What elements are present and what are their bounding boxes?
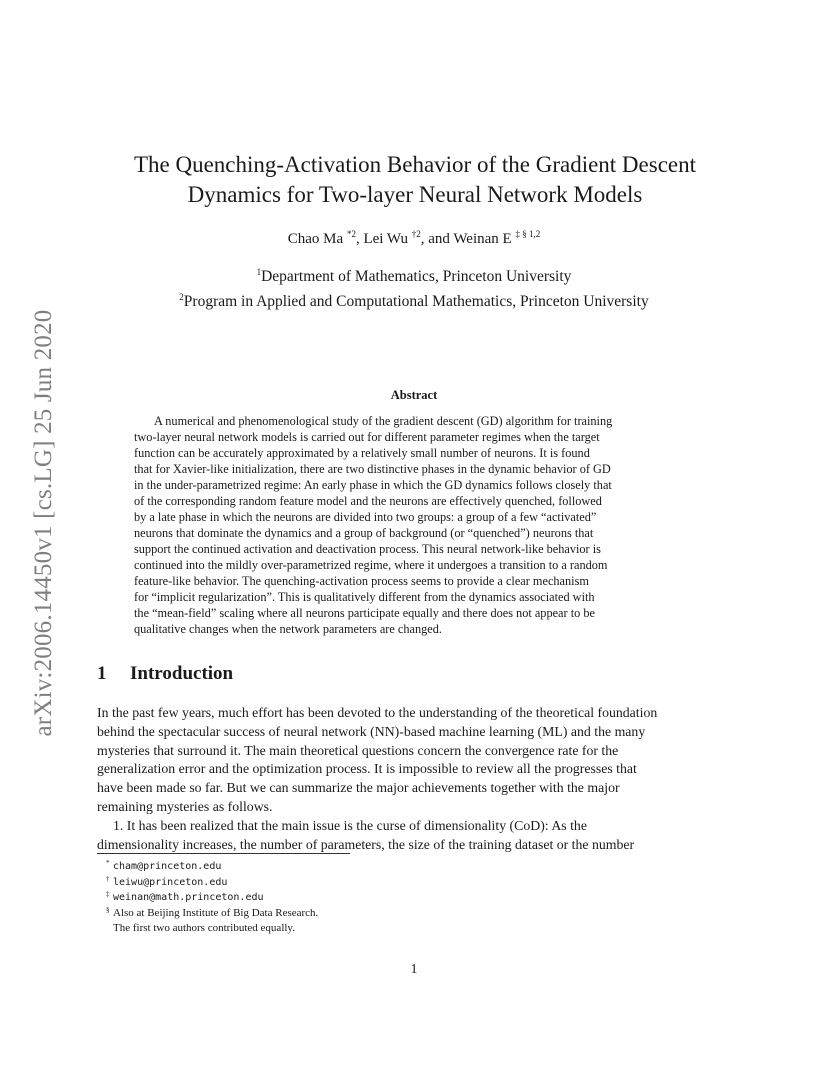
affiliation-1: $^1$Department of Mathematics, Princeton University <box>256 267 572 286</box>
abstract-line: in the under-parametrized regime: An early phase in which the GD dynamics follows closely that <box>134 478 612 492</box>
abstract-line: feature-like behavior. The quenching-activation process seems to provide a clear mechanism <box>134 574 589 588</box>
affiliations <box>0 262 828 312</box>
introduction-body <box>97 704 731 854</box>
abstract-line: continued into the mildly over-parametrized regime, where it undergoes a transition to a random <box>134 558 608 572</box>
abstract-line: for “implicit regularization”. This is qualitatively different from the dynamics associated with <box>134 590 595 604</box>
section-heading-introduction <box>97 663 233 685</box>
abstract-line: two-layer neural network models is carried out for different parameter regimes when the target <box>134 430 600 444</box>
section-number: 1 <box>97 663 107 684</box>
footnotes <box>106 859 319 937</box>
body-line: generalization error and the optimization process. It is impossible to review all the progresses that <box>97 761 637 777</box>
page-number: 1 <box>410 962 418 977</box>
author-1-mark: *2 <box>346 229 356 239</box>
abstract-line: the “mean-field” scaling where all neurons participate equally and there does not appear to be <box>134 606 595 620</box>
footnote-email-2[interactable]: † leiwu@princeton.edu <box>106 874 228 888</box>
body-line: dimensionality increases, the number of parameters, the size of the training dataset or the number <box>97 836 635 852</box>
footnote-affiliation: § Also at Beijing Institute of Big Data Research. <box>106 905 319 919</box>
body-line: behind the spectacular success of neural network (NN)-based machine learning (ML) and the many <box>97 723 646 739</box>
abstract-line: by a late phase in which the neurons are divided into two groups: a group of a few “activated” <box>134 510 597 524</box>
body-line: have been made so far. But we can summarize the major achievements together with the major <box>97 780 620 796</box>
author-3-mark: ‡ § 1,2 <box>515 229 541 239</box>
footnote-rule <box>97 853 350 854</box>
author-3: , and Weinan E <box>420 231 516 247</box>
body-line: mysteries that surround it. The main theoretical questions concern the convergence rate for the <box>97 742 619 758</box>
abstract-line: support the continued activation and deactivation process. This neural network-like behavior is <box>134 542 601 556</box>
abstract-line: neurons that dominate the dynamics and a group of background (or “quenched”) neurons that <box>134 526 594 540</box>
abstract-line: A numerical and phenomenological study of the gradient descent (GD) algorithm for training <box>154 414 613 428</box>
title-line-1: The Quenching-Activation Behavior of the Gradient Descent <box>133 152 697 177</box>
affiliation-2: $^2$Program in Applied and Computational Mathematics, Princeton University <box>179 292 649 311</box>
abstract-line: qualitative changes when the network parameters are changed. <box>134 622 442 636</box>
paper-title <box>90 150 740 210</box>
abstract-line: that for Xavier-like initialization, there are two distinctive phases in the dynamic behavior of GD <box>134 462 611 476</box>
abstract-body <box>134 413 694 637</box>
author-list <box>0 229 828 248</box>
author-2-mark: †2 <box>411 229 421 239</box>
abstract-line: function can be accurately approximated by a relatively small number of neurons. It is found <box>134 446 590 460</box>
footnote-email-3[interactable]: ‡ weinan@math.princeton.edu <box>106 890 264 903</box>
title-line-2: Dynamics for Two-layer Neural Network Models <box>187 182 643 207</box>
body-line: remaining mysteries as follows. <box>97 798 273 814</box>
body-line: In the past few years, much effort has been devoted to the understanding of the theoretical foundation <box>97 705 658 720</box>
body-line: 1. It has been realized that the main issue is the curse of dimensionality (CoD): As the <box>113 817 587 833</box>
abstract-heading: Abstract <box>390 388 438 402</box>
section-title: Introduction <box>130 663 234 684</box>
arxiv-stamp-text: arXiv:2006.14450v1 [cs.LG] 25 Jun 2020 <box>30 309 57 737</box>
abstract-line: of the corresponding random feature model and the neurons are effectively quenched, followed <box>134 494 602 508</box>
footnote-equal-contribution: The first two authors contributed equally. <box>113 922 295 934</box>
author-1: Chao Ma <box>287 231 347 247</box>
author-2: , Lei Wu <box>355 231 412 247</box>
footnote-email-1[interactable]: * cham@princeton.edu <box>106 859 222 872</box>
